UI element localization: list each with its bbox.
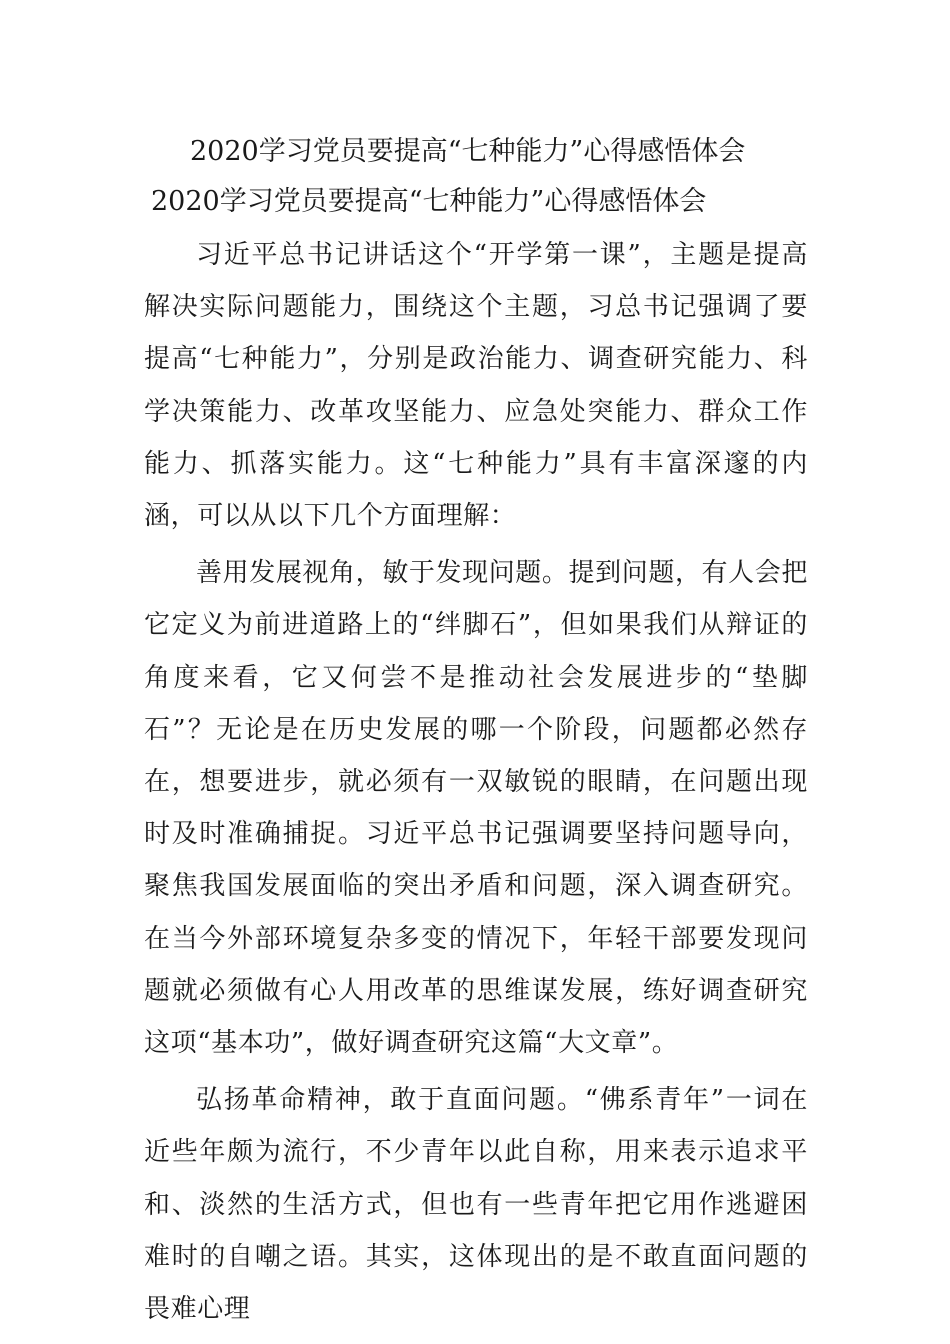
paragraph-2: 善用发展视角，敏于发现问题。提到问题，有人会把它定义为前进道路上的“绊脚石”，但如果我们从辩证的角度来看，它又何尝不是推动社会发展进步的“垫脚石”？无论是在历史发展的哪一个阶段，问题都必然存在，想要进步，就必须有一双敏锐的眼睛，在问题出现时及时准确捕捉。习近平总书记强调要坚持问题导向，聚焦我国发展面临的突出矛盾和问题，深入调查研究。在当今外部环境复杂多变的情况下，年轻干部要发现问题就必须做有心人用改革的思维谋发展，练好调查研究这项“基本功”，做好调查研究这篇“大文章”。 — [144, 558, 808, 1059]
paragraph-3: 弘扬革命精神，敢于直面问题。“佛系青年”一词在近些年颇为流行，不少青年以此自称，用来表示追求平和、淡然的生活方式，但也有一些青年把它用作逃避困难时的自嘲之语。其实，这体现出的是不敢直面问题的畏难心理 — [144, 1085, 808, 1325]
document-title: 2020学习党员要提高“七种能力”心得感悟体会 — [190, 136, 746, 167]
document-subtitle: 2020学习党员要提高“七种能力”心得感悟体会 — [151, 186, 707, 217]
document-body — [144, 229, 808, 1340]
paragraph-1: 习近平总书记讲话这个“开学第一课”，主题是提高解决实际问题能力，围绕这个主题，习总书记强调了要提高“七种能力”，分别是政治能力、调查研究能力、科学决策能力、改革攻坚能力、应急处突能力、群众工作能力、抓落实能力。这“七种能力”具有丰富深邃的内涵，可以从以下几个方面理解： — [144, 240, 808, 532]
